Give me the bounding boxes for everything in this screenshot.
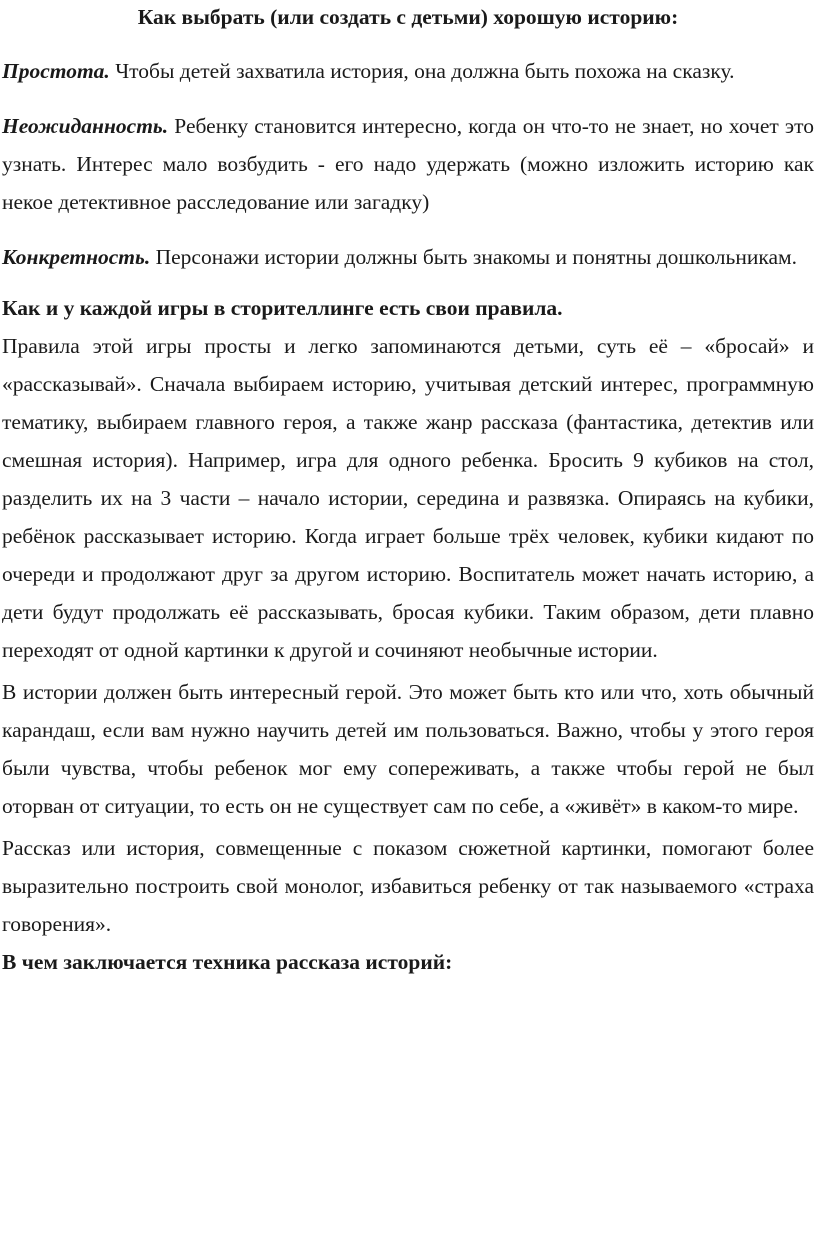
principle-concreteness <box>2 238 814 276</box>
rules-heading: Как и у каждой игры в сторителлинге есть свои правила. <box>2 296 563 320</box>
principle-term: Неожиданность. <box>2 114 169 138</box>
principle-term: Простота. <box>2 59 110 83</box>
paragraph-picture-story: Рассказ или история, совмещенные с показом сюжетной картинки, помогают более выразительно построить свой монолог, избавиться ребенку от так называемого «страха говорения». <box>2 836 814 936</box>
principle-simplicity <box>2 52 814 90</box>
paragraph-hero: В истории должен быть интересный герой. Это может быть кто или что, хоть обычный карандаш, если вам нужно научить детей им пользоваться. Важно, чтобы у этого героя были чувства, чтобы ребенок мог ему сопереживать, а также чтобы герой не был оторван от ситуации, то есть он не существует сам по себе, а «живёт» в каком-то мире. <box>2 680 814 818</box>
technique-heading: В чем заключается техника рассказа историй: <box>2 950 453 974</box>
principle-text: Персонажи истории должны быть знакомы и понятны дошкольникам. <box>155 245 797 269</box>
page-title: Как выбрать (или создать с детьми) хорошую историю: <box>137 5 679 29</box>
paragraph-game-rules: Правила этой игры просты и легко запоминаются детьми, суть её – «бросай» и «рассказывай». Сначала выбираем историю, учитывая детский интерес, программную тематику, выбираем главного героя, а также жанр рассказа (фантастика, детектив или смешная история). Например, игра для одного ребенка. Бросить 9 кубиков на стол, разделить их на 3 части – начало истории, середина и развязка. Опираясь на кубики, ребёнок рассказывает историю. Когда играет больше трёх человек, кубики кидают по очереди и продолжают друг за другом историю. Воспитатель может начать историю, а дети будут продолжать её рассказывать, бросая кубики. Таким образом, дети плавно переходят от одной картинки к другой и сочиняют необычные истории. <box>2 334 814 662</box>
principle-surprise <box>2 107 814 221</box>
principle-term: Конкретность. <box>2 245 151 269</box>
principle-text: Чтобы детей захватила история, она должна быть похожа на сказку. <box>115 59 735 83</box>
principle-text: Ребенку становится интересно, когда он что-то не знает, но хочет это узнать. Интерес мало возбудить - его надо удержать (можно изложить историю как некое детективное расследование или загадку) <box>2 114 814 214</box>
